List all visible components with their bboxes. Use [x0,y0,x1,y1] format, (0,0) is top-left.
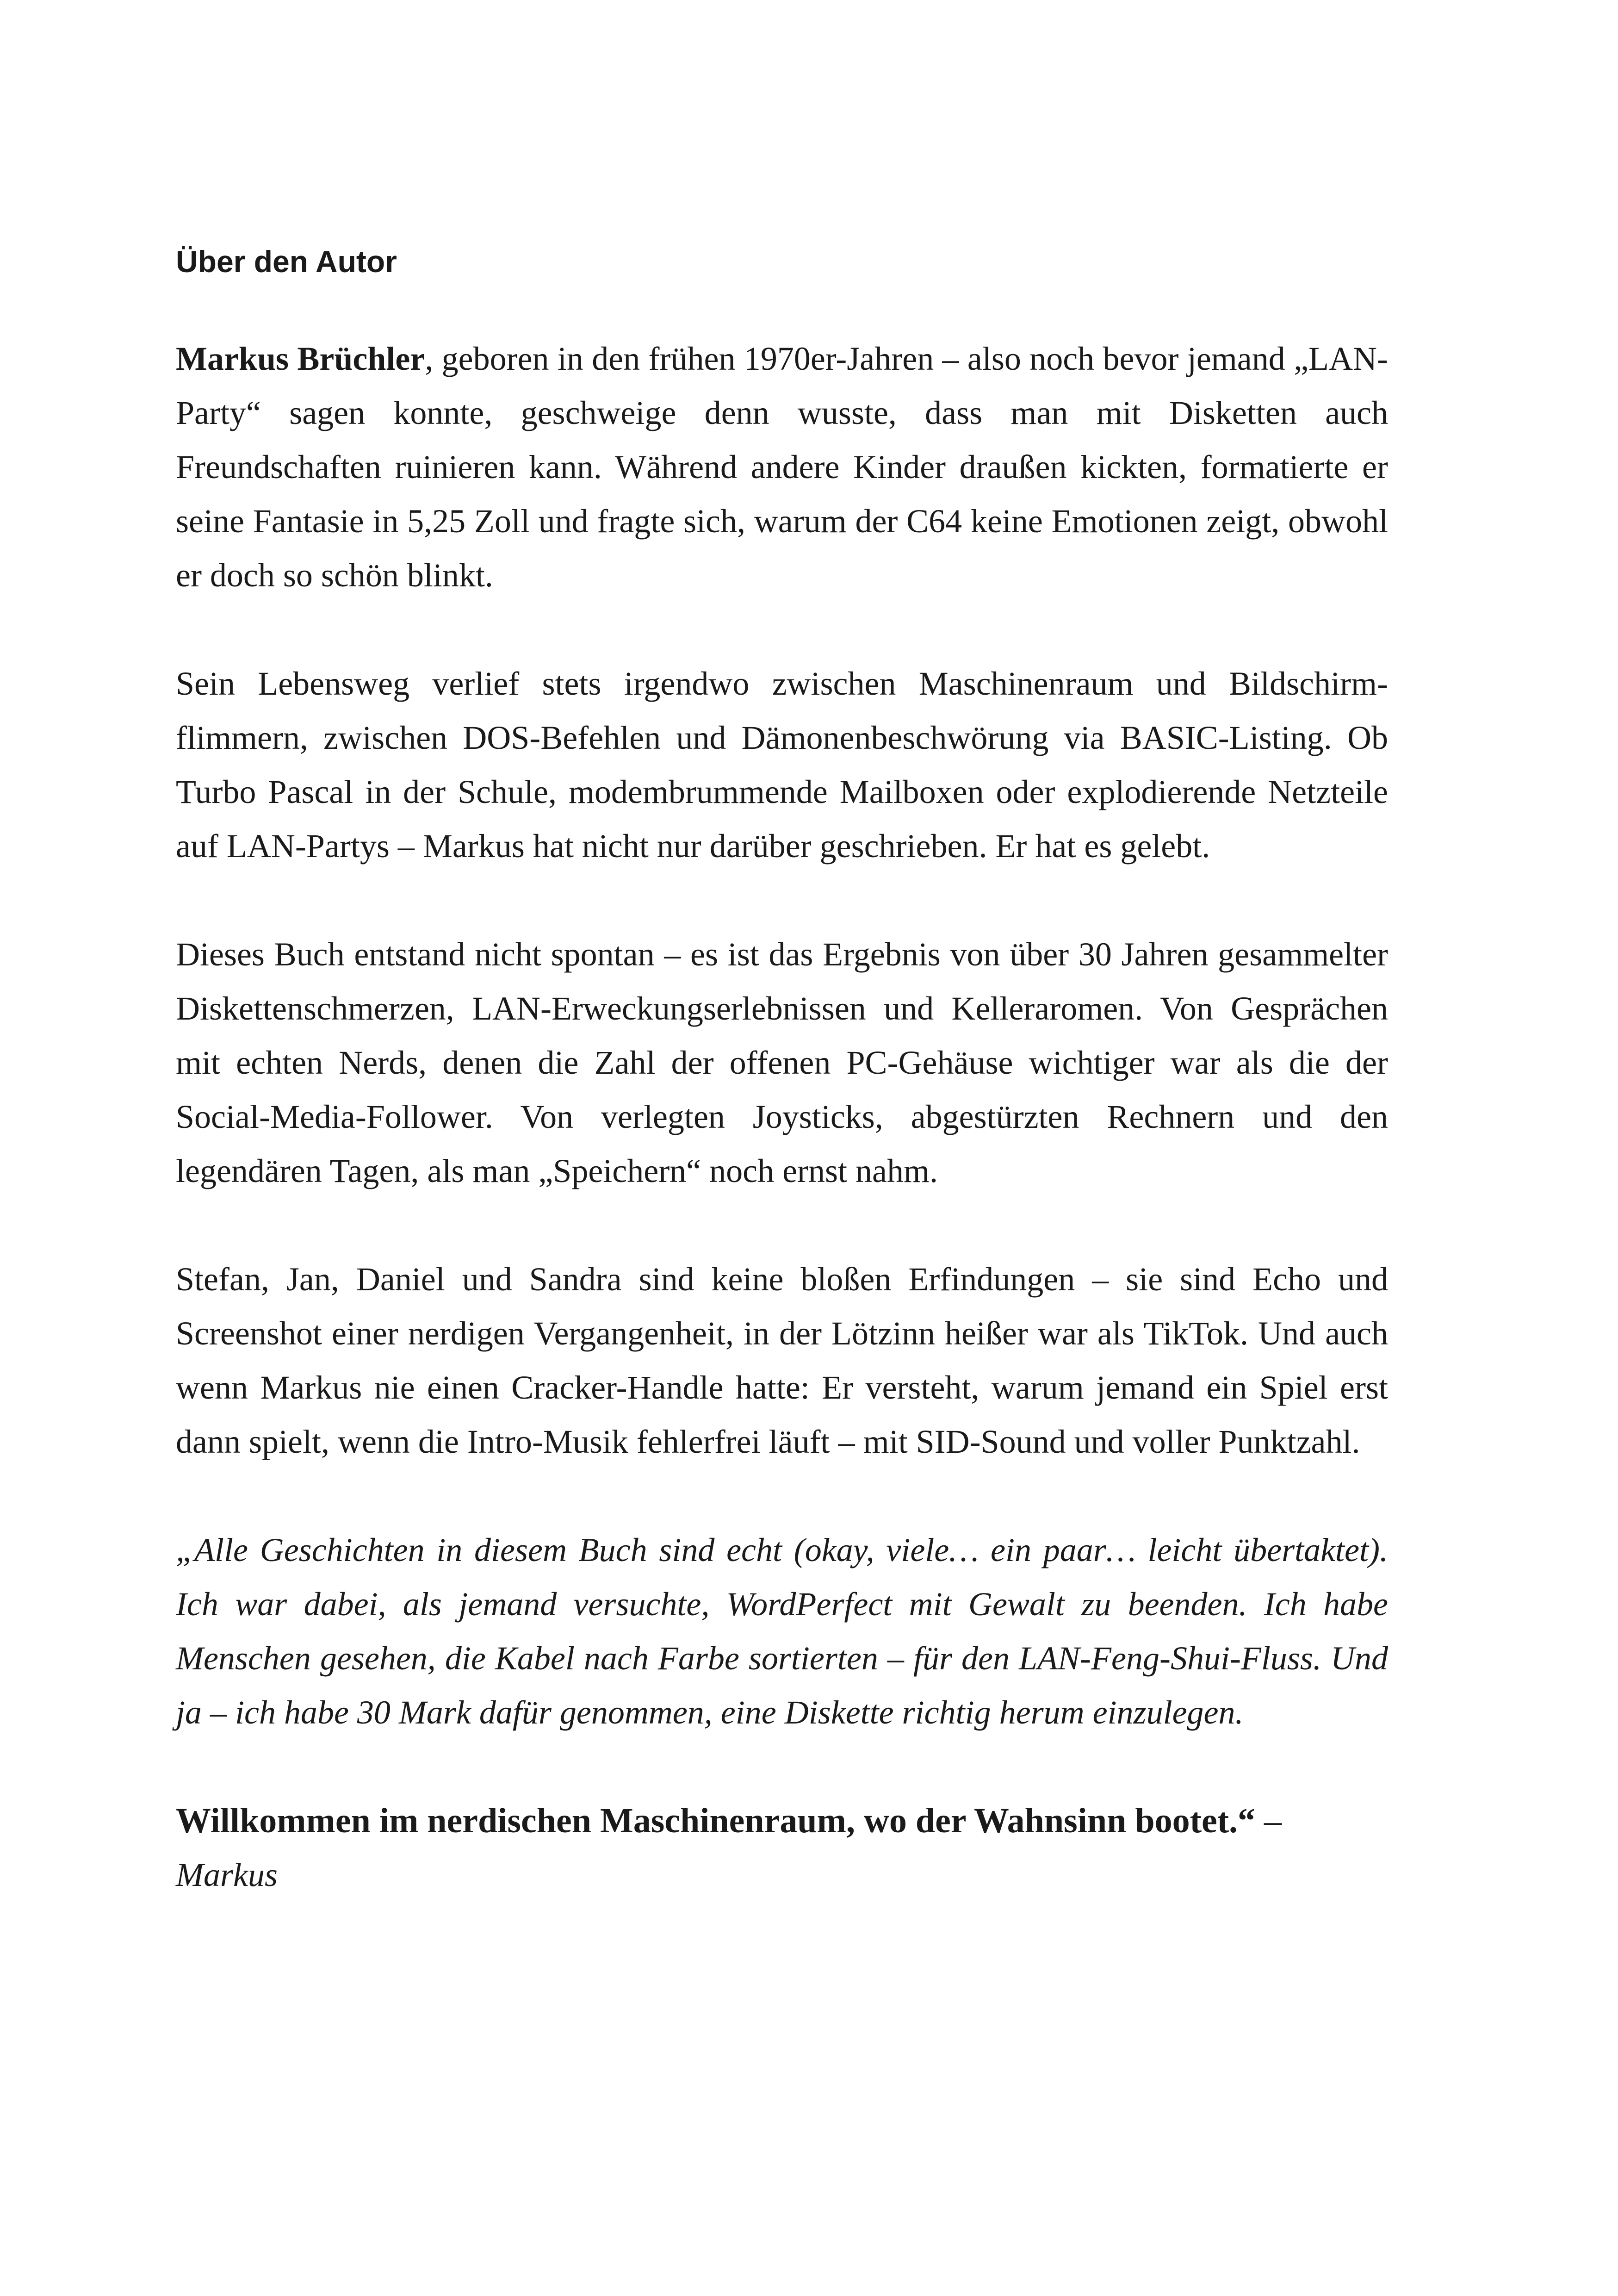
closing-line [176,1794,1388,1848]
paragraph-intro-text: , geboren in den frühen 1970er-Jahren – also noch bevor jemand „LAN-Party“ sagen konnte, geschweige denn wusste, dass man mit Disketten auch Freundschaften ruinieren kann. Während andere Kinder draußen kickten, formatierte er seine Fantasie in 5,25 Zoll und fragte sich, warum der C64 keine Emotionen zeigt, obwohl er doch so schön blinkt. [176,340,1388,594]
author-quote: „Alle Geschichten in diesem Buch sind echt (okay, viele… ein paar… leicht übertaktet). Ich war dabei, als jemand versuchte, WordPerfect mit Gewalt zu beenden. Ich habe Menschen gesehen, die Kabel nach Farbe sortierten – für den LAN-Feng-Shui-Fluss. Und ja – ich habe 30 Mark dafür genommen, eine Diskette richtig herum einzulegen. [176,1531,1388,1731]
author-name: Markus Brüchler [176,340,425,377]
paragraph-intro [176,332,1388,603]
closing-text: Willkommen im nerdischen Maschinenraum, wo der Wahnsinn bootet.“ [176,1801,1256,1840]
closing-block [176,1794,1388,1902]
paragraph-book-origin: Dieses Buch entstand nicht spontan – es ist das Ergebnis von über 30 Jahren gesammelter Diskettenschmerzen, LAN-Erweckungserlebnissen und Kelleraromen. Von Gesprächen mit echten Nerds, denen die Zahl der offenen PC-Gehäuse wichtiger war als die der Social-Media-Follower. Von verlegten Joysticks, abgestürzten Rechnern und den legendären Tagen, als man „Speichern“ noch ernst nahm. [176,936,1388,1189]
closing-dash: – [1255,1801,1282,1840]
author-page [176,234,1388,1902]
author-signature: Markus [176,1856,278,1893]
paragraph-life-path: Sein Lebensweg verlief stets irgendwo zwischen Maschinenraum und Bildschirmflimmern, zwischen DOS-Befehlen und Dämonenbeschwörung via BASIC-Listing. Ob Turbo Pascal in der Schule, modembrummende Mailboxen oder explodierende Netzteile auf LAN-Partys – Markus hat nicht nur darüber geschrieben. Er hat es gelebt. [176,665,1388,865]
paragraph-characters: Stefan, Jan, Daniel und Sandra sind keine bloßen Erfindungen – sie sind Echo und Screenshot einer nerdigen Vergangenheit, in der Lötzinn heißer war als TikTok. Und auch wenn Markus nie einen Cracker-Handle hatte: Er versteht, warum jemand ein Spiel erst dann spielt, wenn die Intro-Musik fehlerfrei läuft – mit SID-Sound und voller Punktzahl. [176,1261,1388,1460]
page-heading: Über den Autor [176,244,397,279]
